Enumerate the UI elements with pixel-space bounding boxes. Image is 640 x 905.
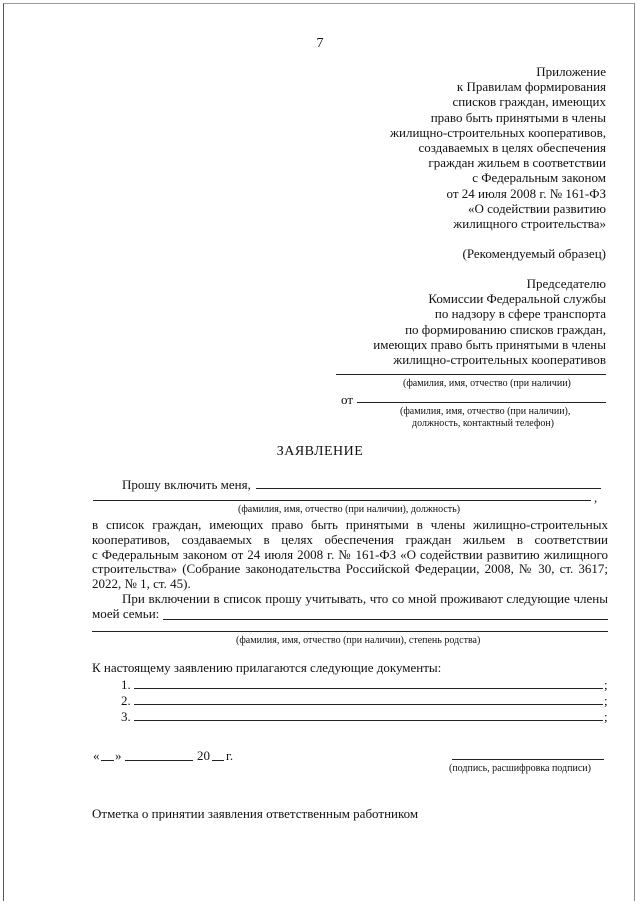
request-body-line: 2022, № 1, ст. 45). [92,576,191,592]
appendix-line: жилищного строительства» [453,216,606,232]
family-line-1: При включении в список прошу учитывать, что со мной проживают следующие члены [122,591,608,606]
request-body-line: кооперативов, создаваемых в целях обеспечения граждан жильем в соответствии [92,531,608,547]
addressee-line: по надзору в сфере транспорта [434,306,606,322]
addressee-block [373,276,606,367]
date-close-quote: » [115,748,122,763]
request-body-line: строительства» (Собрание законодательства Российской Федерации, 2008, № 30, ст. 3617; [92,561,608,577]
acceptance-note: Отметка о принятии заявления ответственным работником [92,806,419,821]
sample-note: (Рекомендуемый образец) [462,246,606,261]
addressee-line: Комиссии Федеральной службы [428,291,606,307]
page-number: 7 [316,36,324,51]
appendix-line: с Федеральным законом [472,170,606,186]
signature-caption: (подпись, расшифровка подписи) [449,763,591,774]
from-line[interactable] [357,402,606,403]
addressee-line: Председателю [526,276,606,291]
request-comma: , [594,490,598,505]
appendix-header [390,64,606,231]
date-year-suffix: г. [226,748,234,763]
from-caption-2: должность, контактный телефон) [412,418,554,429]
date-month-line[interactable] [125,760,193,761]
addressee-line: имеющих право быть принятыми в члены [373,336,606,352]
appendix-line: «О содействии развитию [468,200,606,216]
date-day-line[interactable] [101,760,114,761]
document-item-number: 1. [121,677,131,692]
request-body-line: с Федеральным законом от 24 июля 2008 г. № 161-ФЗ «О содействии развитию жилищного [92,546,608,562]
request-line-1[interactable] [256,488,601,489]
addressee-name-caption: (фамилия, имя, отчество (при наличии) [403,378,571,389]
document-item-end: ; [604,677,608,692]
document-item-number: 3. [121,709,131,724]
appendix-line: право быть принятыми в члены [430,109,606,125]
document-item-line[interactable] [134,720,603,721]
document-title: ЗАЯВЛЕНИЕ [276,444,364,459]
document-item-end: ; [604,709,608,724]
appendix-line: списков граждан, имеющих [452,94,606,110]
date-year-prefix: 20 [197,748,210,763]
appendix-line: жилищно-строительных кооперативов, [390,124,606,140]
appendix-line: Приложение [536,64,606,79]
appendix-line: к Правилам формирования [456,79,606,95]
family-line-b[interactable] [92,631,608,632]
request-caption: (фамилия, имя, отчество (при наличии), должность) [238,504,461,515]
request-lead: Прошу включить меня, [122,477,251,492]
document-item-line[interactable] [134,704,603,705]
date-year-line[interactable] [212,760,224,761]
addressee-name-line[interactable] [336,374,606,375]
request-body [92,518,608,592]
family-paragraph [92,592,608,622]
addressee-line: жилищно-строительных кооперативов [393,352,606,368]
request-body-line: в список граждан, имеющих право быть принятыми в члены жилищно-строительных [92,517,608,532]
appendix-line: создаваемых в целях обеспечения [418,140,606,156]
family-line-2: моей семьи: [92,605,160,621]
from-caption-1: (фамилия, имя, отчество (при наличии), [400,406,571,417]
family-caption: (фамилия, имя, отчество (при наличии), степень родства) [236,635,481,646]
appendix-line: от 24 июля 2008 г. № 161-ФЗ [446,185,606,201]
documents-intro: К настоящему заявлению прилагаются следующие документы: [92,660,442,675]
request-line-2[interactable] [93,500,591,501]
addressee-line: по формированию списков граждан, [405,321,606,337]
document-item-line[interactable] [134,688,603,689]
signature-line[interactable] [452,759,604,760]
family-line-a[interactable] [163,619,608,620]
appendix-line: граждан жильем в соответствии [428,155,606,171]
document-item-end: ; [604,693,608,708]
document-item-number: 2. [121,693,131,708]
from-label: от [341,392,354,407]
date-open-quote: « [93,748,100,763]
